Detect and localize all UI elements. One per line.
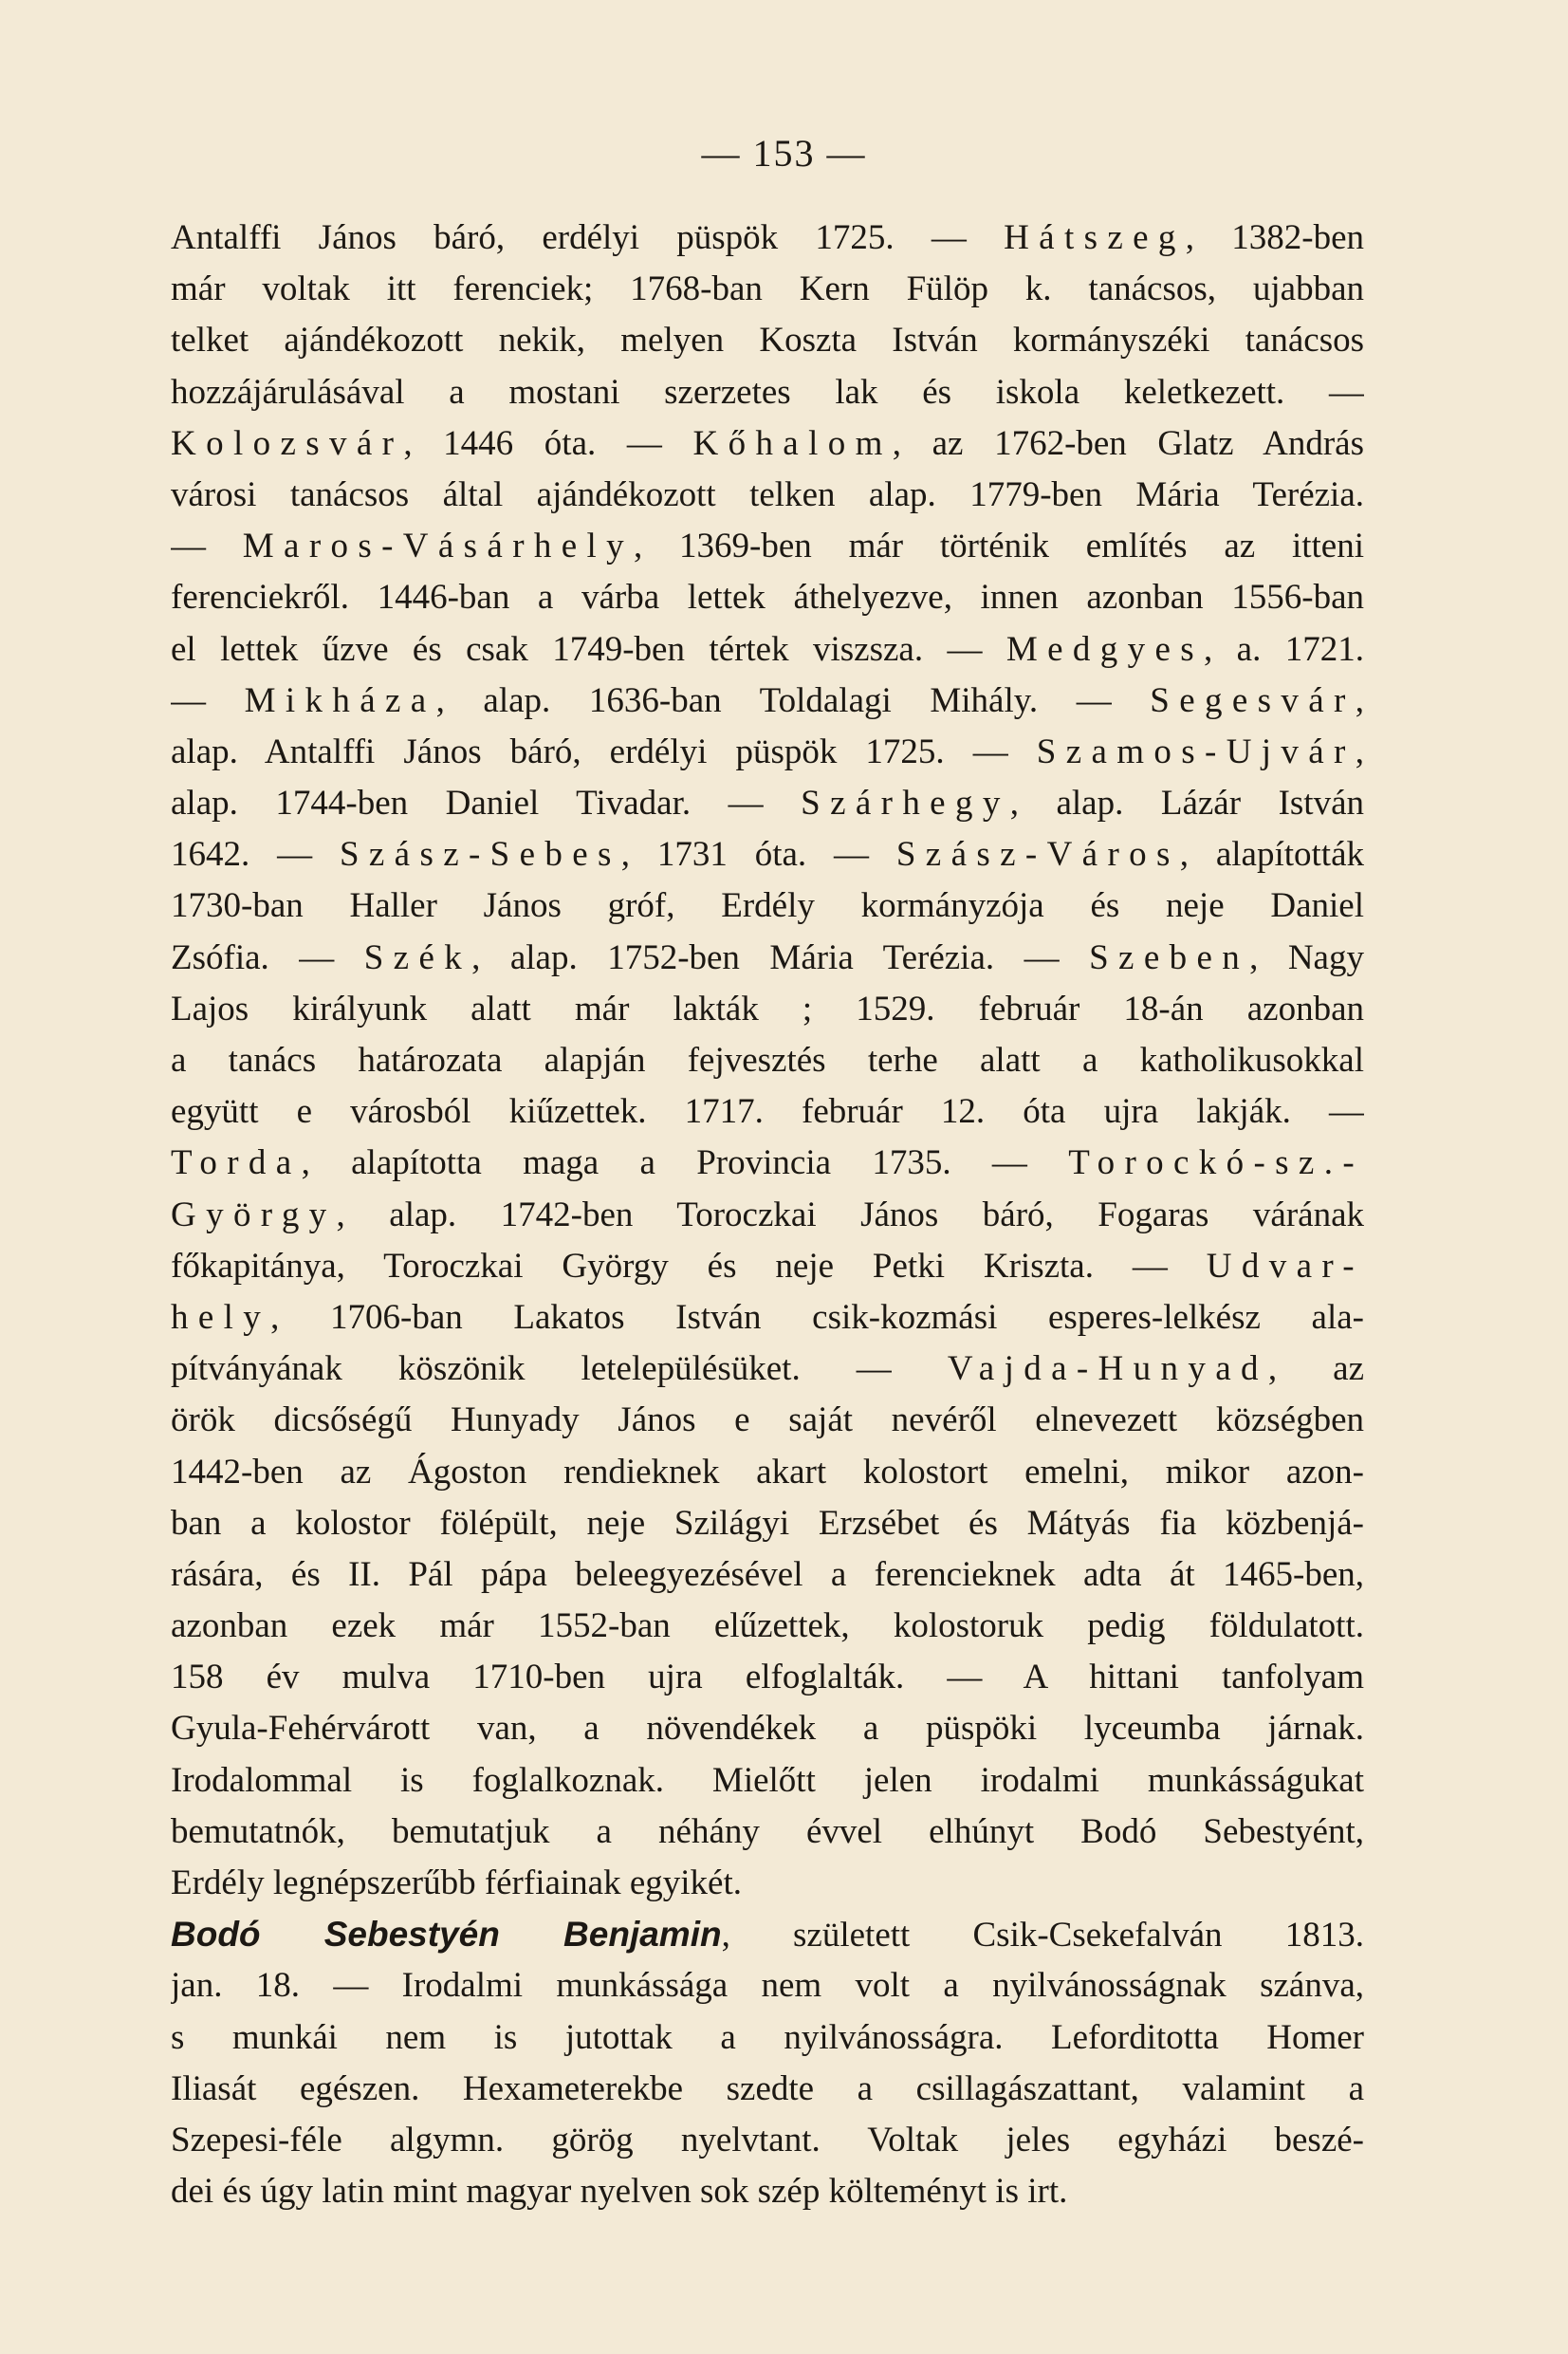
text-segment: bemutatnók, bemutatjuk a néhány évvel elhúnyt Bodó Sebestyént, bbox=[171, 1811, 1364, 1851]
text-line bbox=[171, 1755, 1364, 1807]
text-segment: azonban ezek már 1552-ban elűzettek, kolostoruk pedig földulatott. bbox=[171, 1606, 1364, 1646]
place-name: Medgyes bbox=[1005, 629, 1205, 669]
text-line bbox=[171, 1447, 1364, 1498]
place-name: Kolozsvár bbox=[171, 423, 404, 463]
text-line bbox=[171, 1498, 1364, 1549]
text-line bbox=[171, 213, 1364, 264]
text-segment: — bbox=[171, 680, 245, 720]
place-name: Szász-Sebes bbox=[339, 835, 621, 875]
text-segment: , alap. 1636-ban Toldalagi Mihály. — bbox=[435, 680, 1151, 720]
text-segment: örök dicsőségű Hunyady János e saját nevéről elnevezett községben bbox=[171, 1400, 1364, 1440]
text-line bbox=[171, 1858, 1364, 1909]
text-segment: 158 év mulva 1710-ben ujra elfoglalták. — A hittani tanfolyam bbox=[171, 1658, 1364, 1697]
place-name: Torockó-sz.- bbox=[1068, 1143, 1364, 1183]
text-line bbox=[171, 933, 1364, 984]
text-line bbox=[171, 880, 1364, 932]
text-line bbox=[171, 264, 1364, 315]
text-line bbox=[171, 315, 1364, 366]
place-name: Kőhalom bbox=[692, 423, 893, 463]
text-line bbox=[171, 727, 1364, 778]
text-segment: , alap. 1752-ben Mária Terézia. — bbox=[471, 937, 1090, 977]
text-segment: Antalffi János báró, erdélyi püspök 1725. — bbox=[171, 218, 1005, 257]
text-segment: 1642. — bbox=[171, 835, 340, 875]
text-segment: Iliasát egészen. Hexameterekbe szedte a csillagászattant, valamint a bbox=[171, 2068, 1364, 2108]
text-segment: 1442-ben az Ágoston rendieknek akart kolostort emelni, mikor azon- bbox=[171, 1452, 1364, 1492]
text-line bbox=[171, 1807, 1364, 1858]
text-segment: már voltak itt ferenciek; 1768-ban Kern Fülöp k. tanácsos, ujabban bbox=[171, 269, 1364, 309]
text-line bbox=[171, 1549, 1364, 1601]
text-segment: a tanács határozata alapján fejvesztés terhe alatt a katholikusokkal bbox=[171, 1041, 1364, 1080]
text-segment: s munkái nem is jutottak a nyilvánosságra. Leforditotta Homer bbox=[171, 2017, 1364, 2057]
place-name: Szász-Város bbox=[895, 835, 1180, 875]
text-line bbox=[171, 829, 1364, 880]
text-segment: Gyula-Fehérvárott van, a növendékek a püspöki lyceumba járnak. bbox=[171, 1709, 1364, 1749]
text-segment: — bbox=[171, 527, 243, 566]
text-segment: Erdély legnépszerűbb férfiainak egyikét. bbox=[171, 1863, 743, 1902]
text-line bbox=[171, 624, 1364, 676]
text-line bbox=[171, 521, 1364, 572]
text-line bbox=[171, 1241, 1364, 1292]
place-name: Segesvár bbox=[1150, 680, 1356, 720]
text-segment: , alapították bbox=[1179, 835, 1364, 875]
person-name: Bodó Sebestyén Benjamin bbox=[171, 1915, 722, 1955]
text-segment: , 1446 óta. — bbox=[403, 423, 693, 463]
body-text bbox=[171, 213, 1364, 2217]
text-line bbox=[171, 984, 1364, 1035]
text-segment: , 1731 óta. — bbox=[620, 835, 896, 875]
text-segment: , 1369-ben már történik említés az itteni bbox=[634, 527, 1364, 566]
text-line bbox=[171, 1703, 1364, 1754]
text-segment: , bbox=[1355, 732, 1364, 771]
text-segment: rására, és II. Pál pápa beleegyezésével a ferencieknek adta át 1465-ben, bbox=[171, 1554, 1364, 1594]
text-segment: Szepesi-féle algymn. görög nyelvtant. Voltak jeles egyházi beszé- bbox=[171, 2120, 1364, 2159]
text-segment: jan. 18. — Irodalmi munkássága nem volt a nyilvánosságnak szánva, bbox=[171, 1966, 1364, 2006]
text-line bbox=[171, 2012, 1364, 2064]
text-segment: együtt e városból kiűzettek. 1717. február 12. óta ujra lakják. — bbox=[171, 1092, 1364, 1132]
text-line bbox=[171, 470, 1364, 521]
text-line bbox=[171, 1292, 1364, 1344]
place-name: hely bbox=[171, 1297, 271, 1337]
text-segment: , 1382-ben bbox=[1185, 218, 1364, 257]
text-line bbox=[171, 1035, 1364, 1086]
text-segment: ferenciekről. 1446-ban a várba lettek áthelyezve, innen azonban 1556-ban bbox=[171, 578, 1364, 618]
text-line bbox=[171, 1652, 1364, 1703]
text-line bbox=[171, 1601, 1364, 1652]
text-line bbox=[171, 778, 1364, 829]
text-segment: , bbox=[1355, 680, 1364, 720]
text-line bbox=[171, 1960, 1364, 2011]
text-line bbox=[171, 2166, 1364, 2217]
place-name: Szárhegy bbox=[801, 784, 1010, 824]
text-segment: , alap. Lázár István bbox=[1009, 784, 1364, 824]
text-segment: ban a kolostor fölépült, neje Szilágyi Erzsébet és Mátyás fia közbenjá- bbox=[171, 1503, 1364, 1543]
place-name: Vajda-Hunyad bbox=[947, 1349, 1268, 1389]
text-segment: dei és úgy latin mint magyar nyelven sok szép költeményt is irt. bbox=[171, 2172, 1068, 2212]
text-segment: pítványának köszönik letelepülésüket. — bbox=[171, 1349, 948, 1389]
text-segment: , alapította maga a Provincia 1735. — bbox=[301, 1143, 1069, 1183]
text-segment: alap. Antalffi János báró, erdélyi püspök 1725. — bbox=[171, 732, 1037, 771]
text-line bbox=[171, 418, 1364, 470]
text-line bbox=[171, 1395, 1364, 1446]
text-segment: hozzájárulásával a mostani szerzetes lak és iskola keletkezett. — bbox=[171, 372, 1364, 412]
text-line bbox=[171, 1909, 1364, 1960]
text-segment: Irodalommal is foglalkoznak. Mielőtt jelen irodalmi munkásságukat bbox=[171, 1760, 1364, 1800]
text-line bbox=[171, 367, 1364, 418]
text-segment: Lajos királyunk alatt már lakták ; 1529. február 18-án azonban bbox=[171, 989, 1364, 1029]
text-segment: el lettek űzve és csak 1749-ben tértek viszsza. — bbox=[171, 629, 1006, 669]
text-line bbox=[171, 2064, 1364, 2115]
text-segment: , Nagy bbox=[1249, 937, 1364, 977]
place-name: Szék bbox=[363, 937, 472, 977]
text-segment: Zsófia. — bbox=[171, 937, 364, 977]
place-name: Hátszeg bbox=[1004, 218, 1186, 257]
page-number: — 153 — bbox=[701, 132, 867, 175]
text-segment: , az 1762-ben Glatz András bbox=[892, 423, 1364, 463]
text-segment: , született Csik-Csekefalván 1813. bbox=[721, 1916, 1364, 1955]
place-name: Szeben bbox=[1089, 937, 1250, 977]
text-line bbox=[171, 2115, 1364, 2166]
place-name: Torda bbox=[171, 1143, 302, 1183]
text-line bbox=[171, 1138, 1364, 1189]
place-name: Szamos-Ujvár bbox=[1036, 732, 1356, 771]
place-name: Udvar- bbox=[1206, 1246, 1364, 1286]
text-segment: városi tanácsos által ajándékozott telken alap. 1779-ben Mária Terézia. bbox=[171, 474, 1364, 514]
text-line bbox=[171, 1190, 1364, 1241]
place-name: Maros-Vásárhely bbox=[242, 527, 635, 566]
text-segment: főkapitánya, Toroczkai György és neje Petki Kriszta. — bbox=[171, 1246, 1207, 1286]
text-line bbox=[171, 1086, 1364, 1138]
text-segment: alap. 1744-ben Daniel Tivadar. — bbox=[171, 784, 802, 824]
text-segment: telket ajándékozott nekik, melyen Koszta István kormányszéki tanácsos bbox=[171, 321, 1364, 361]
text-line bbox=[171, 572, 1364, 623]
place-name: György bbox=[171, 1195, 337, 1234]
text-segment: , az bbox=[1267, 1349, 1364, 1389]
text-segment: , 1706-ban Lakatos István csik-kozmási esperes-lelkész ala- bbox=[270, 1297, 1364, 1337]
text-line bbox=[171, 676, 1364, 727]
text-line bbox=[171, 1344, 1364, 1395]
text-segment: 1730-ban Haller János gróf, Erdély kormányzója és neje Daniel bbox=[171, 886, 1364, 926]
place-name: Mikháza bbox=[244, 680, 436, 720]
text-segment: , a. 1721. bbox=[1204, 629, 1364, 669]
text-segment: , alap. 1742-ben Toroczkai János báró, Fogaras várának bbox=[336, 1195, 1364, 1234]
